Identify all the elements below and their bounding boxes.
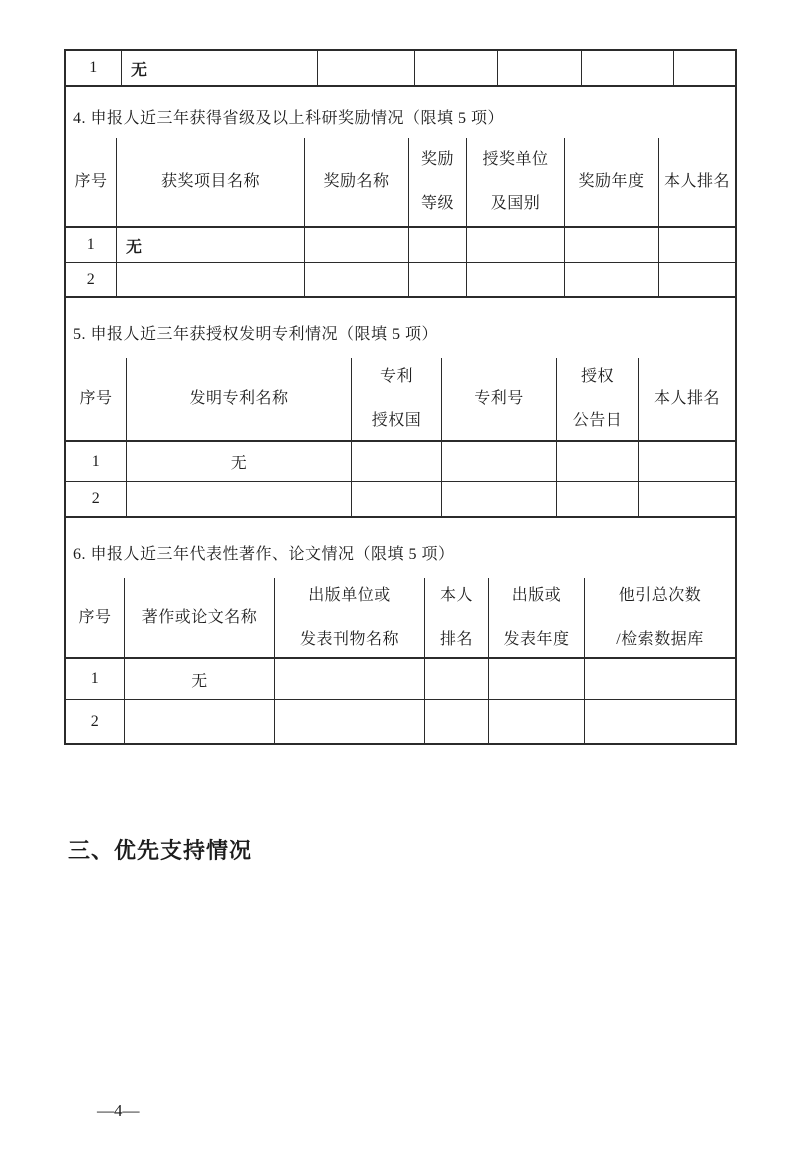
column-header-line: 等级	[420, 195, 454, 212]
column-header	[557, 358, 639, 440]
table-cell	[585, 700, 735, 743]
table-cell	[415, 51, 498, 85]
section-6-title: 6. 申报人近三年代表性著作、论文情况（限填 5 项）	[73, 545, 455, 563]
section-4-header-row	[66, 138, 735, 228]
section-4-row-1	[66, 228, 735, 263]
table-cell	[117, 263, 305, 296]
table-cell	[674, 51, 735, 85]
table-cell	[352, 442, 442, 481]
table-cell	[442, 442, 557, 481]
column-header	[565, 138, 659, 226]
section-4-row-2	[66, 263, 735, 298]
column-header	[489, 578, 585, 657]
section-6-row-1	[66, 659, 735, 700]
table-cell-index: 2	[66, 263, 117, 296]
column-header	[639, 358, 735, 440]
page-number: —4—	[97, 1101, 140, 1120]
column-header-line: 公告日	[572, 412, 623, 429]
column-header-line: 序号	[78, 608, 112, 626]
table-cell	[275, 659, 425, 699]
column-header	[585, 578, 735, 657]
column-header-line: 著作或论文名称	[141, 608, 258, 626]
column-header-line: 出版或	[511, 586, 562, 604]
table-cell	[585, 659, 735, 699]
column-header	[425, 578, 489, 657]
column-header-line: 出版单位或	[308, 586, 391, 604]
table-cell-index: 1	[66, 228, 117, 262]
table-cell	[565, 228, 659, 262]
column-header-line: 获奖项目名称	[160, 173, 260, 190]
column-header	[66, 138, 117, 226]
table-cell	[582, 51, 674, 85]
table-cell-index: 2	[66, 482, 127, 516]
table-cell	[639, 482, 735, 516]
table-cell	[442, 482, 557, 516]
table-cell	[639, 442, 735, 481]
column-header	[66, 358, 127, 440]
column-header	[305, 138, 409, 226]
section-6-header-row	[66, 578, 735, 659]
column-header-line: 授奖单位	[482, 151, 549, 168]
table-cell-index: 2	[66, 700, 125, 743]
table-cell	[557, 482, 639, 516]
table-cell	[489, 700, 585, 743]
column-header-line: 奖励年度	[578, 173, 645, 190]
table-cell-value: 无	[117, 228, 305, 262]
column-header	[125, 578, 275, 657]
table-cell	[659, 263, 735, 296]
section-heading-priority-support: 三、优先支持情况	[68, 838, 253, 863]
table-cell	[659, 228, 735, 262]
column-header-line: 序号	[74, 173, 108, 190]
application-form-table	[64, 49, 737, 745]
section-5-title: 5. 申报人近三年获授权发明专利情况（限填 5 项）	[73, 325, 439, 343]
column-header	[117, 138, 305, 226]
table-cell-index: 1	[66, 51, 122, 85]
column-header-line: 排名	[439, 630, 473, 648]
column-header-line: 专利号	[474, 390, 524, 407]
table-cell	[318, 51, 415, 85]
column-header-line: 本人排名	[663, 173, 730, 190]
table-cell	[557, 442, 639, 481]
column-header	[659, 138, 735, 226]
column-header-line: /检索数据库	[616, 630, 704, 648]
table-cell-value: 无	[127, 442, 352, 481]
column-header-line: 他引总次数	[618, 586, 702, 604]
table-cell	[498, 51, 582, 85]
column-header-line: 及国别	[490, 195, 541, 212]
table-cell	[305, 228, 409, 262]
column-header-line: 本人排名	[653, 390, 720, 407]
table-cell-value: 无	[125, 659, 275, 699]
column-header-line: 授权国	[371, 412, 422, 429]
table-cell	[305, 263, 409, 296]
column-header	[409, 138, 467, 226]
table-continuation-row	[66, 51, 735, 87]
table-cell	[352, 482, 442, 516]
table-cell-value: 无	[122, 51, 318, 85]
column-header-line: 本人	[439, 586, 473, 604]
column-header-line: 发表刊物名称	[299, 630, 399, 648]
column-header	[275, 578, 425, 657]
section-4-title: 4. 申报人近三年获得省级及以上科研奖励情况（限填 5 项）	[73, 110, 505, 127]
table-cell	[425, 659, 489, 699]
column-header-line: 发表年度	[503, 630, 570, 648]
table-cell	[125, 700, 275, 743]
column-header	[467, 138, 565, 226]
column-header	[127, 358, 352, 440]
table-cell	[467, 228, 565, 262]
table-cell	[409, 228, 467, 262]
column-header-line: 序号	[79, 390, 113, 407]
section-6-row-2	[66, 700, 735, 743]
column-header-line: 奖励	[420, 151, 454, 168]
table-cell	[409, 263, 467, 296]
table-cell	[565, 263, 659, 296]
section-5-row-1	[66, 442, 735, 482]
table-cell-index: 1	[66, 442, 127, 481]
column-header-line: 专利	[379, 368, 413, 385]
column-header-line: 授权	[580, 368, 614, 385]
section-5-header-row	[66, 358, 735, 442]
table-cell	[489, 659, 585, 699]
column-header-line: 发明专利名称	[189, 390, 289, 407]
table-cell	[275, 700, 425, 743]
table-cell	[425, 700, 489, 743]
table-cell-index: 1	[66, 659, 125, 699]
column-header	[442, 358, 557, 440]
column-header	[66, 578, 125, 657]
section-5-row-2	[66, 482, 735, 518]
table-cell	[467, 263, 565, 296]
table-cell	[127, 482, 352, 516]
column-header-line: 奖励名称	[323, 173, 390, 190]
column-header	[352, 358, 442, 440]
